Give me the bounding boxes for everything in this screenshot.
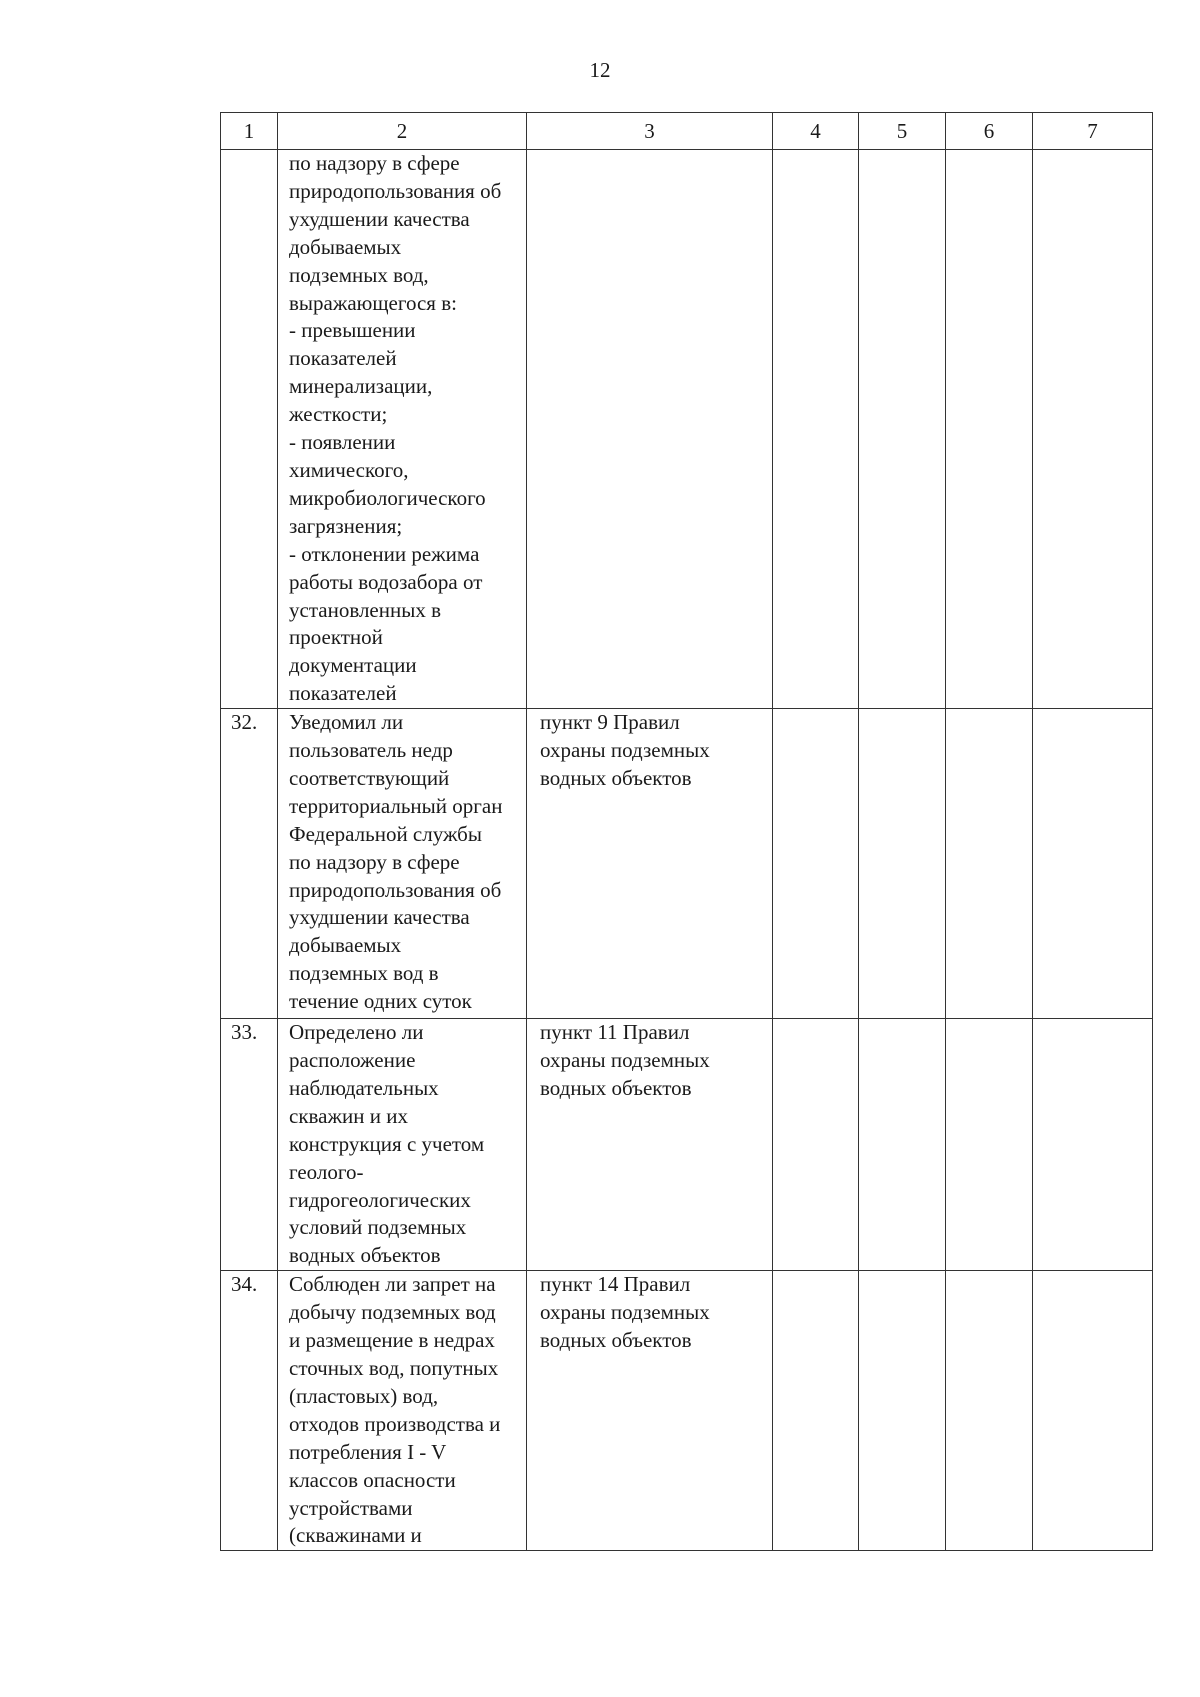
question-line: Определено ли [289,1020,424,1045]
question-line: (скважинами и [289,1523,422,1548]
question-line: территориальный орган [289,793,503,818]
reference-line: водных объектов [540,1328,692,1353]
empty-cell-col-5 [859,150,946,709]
question-line: (пластовых) вод, [289,1383,439,1408]
reference-line: охраны подземных [540,738,710,763]
column-header-1: 1 [221,113,278,150]
reference-line: водных объектов [540,1075,692,1100]
column-header-6: 6 [946,113,1033,150]
empty-cell-col-7 [1033,709,1153,1019]
reference-line: водных объектов [540,765,692,790]
question-line: сточных вод, попутных [289,1356,499,1380]
question-line: работы водозабора от [289,569,483,594]
question-cell [278,1019,527,1271]
empty-cell-col-4 [773,709,859,1019]
question-line: загрязнения; [289,513,403,538]
question-line: течение одних суток [289,989,472,1014]
reference-line: пункт 14 Правил [540,1272,691,1297]
question-line: водных объектов [289,1243,441,1268]
reference-line: пункт 9 Правил [540,710,680,735]
question-line: проектной [289,625,383,650]
table-row [221,709,1153,1019]
question-cell [278,709,527,1019]
column-header-2: 2 [278,113,527,150]
question-line: по надзору в сфере [289,151,460,175]
question-line: установленных в [289,597,442,622]
question-line: природопользования об [289,178,502,203]
checklist-table [220,112,1153,1551]
question-line: ухудшении качества [289,206,470,231]
question-line: Соблюден ли запрет на [289,1272,496,1297]
question-line: микробиологического [289,485,486,510]
empty-cell-col-4 [773,1019,859,1271]
question-line: показателей [289,681,397,706]
empty-cell-col-7 [1033,150,1153,709]
reference-line: охраны подземных [540,1300,710,1325]
column-header-7: 7 [1033,113,1153,150]
column-header-3: 3 [527,113,773,150]
row-number: 34. [221,1271,278,1551]
question-line: минерализации, [289,374,433,399]
question-line: природопользования об [289,877,502,902]
empty-cell-col-6 [946,1019,1033,1271]
empty-cell-col-5 [859,1271,946,1551]
question-line: - появлении [289,430,396,455]
question-line: жесткости; [289,402,388,427]
question-line: и размещение в недрах [289,1328,495,1353]
question-line: ухудшении качества [289,905,470,930]
empty-cell-col-4 [773,150,859,709]
question-line: условий подземных [289,1215,467,1240]
question-line: подземных вод, [289,262,429,287]
question-line: добычу подземных вод [289,1300,496,1325]
reference-cell [527,709,773,1019]
reference-line: пункт 11 Правил [540,1020,690,1045]
question-line: добываемых [289,933,402,958]
column-header-5: 5 [859,113,946,150]
question-line: подземных вод в [289,961,439,986]
question-line: выражающегося в: [289,290,457,315]
empty-cell-col-5 [859,1019,946,1271]
empty-cell-col-6 [946,1271,1033,1551]
question-line: Уведомил ли [289,710,404,735]
row-number: 33. [221,1019,278,1271]
empty-cell-col-7 [1033,1019,1153,1271]
question-cell [278,1271,527,1551]
question-line: гидрогеологических [289,1187,471,1212]
question-cell [278,150,527,709]
row-number [221,150,278,709]
empty-cell-col-6 [946,150,1033,709]
empty-cell-col-6 [946,709,1033,1019]
reference-cell [527,1271,773,1551]
table-row [221,1271,1153,1551]
reference-line: охраны подземных [540,1048,710,1073]
table-row [221,150,1153,709]
question-line: соответствующий [289,765,450,790]
question-line: - превышении [289,318,416,343]
empty-cell-col-5 [859,709,946,1019]
question-line: отходов производства и [289,1411,501,1436]
question-line: наблюдательных [289,1075,439,1100]
table-row [221,1019,1153,1271]
empty-cell-col-7 [1033,1271,1153,1551]
question-line: по надзору в сфере [289,849,460,874]
question-line: документации [289,653,417,678]
question-line: потребления I - V [289,1439,447,1464]
row-number: 32. [221,709,278,1019]
header-row [221,113,1153,150]
empty-cell-col-4 [773,1271,859,1551]
question-line: конструкция с учетом [289,1131,485,1156]
column-header-4: 4 [773,113,859,150]
question-line: показателей [289,346,397,371]
question-line: расположение [289,1048,416,1073]
reference-cell [527,1019,773,1271]
question-line: добываемых [289,234,402,259]
reference-cell [527,150,773,709]
page-number: 12 [589,58,611,82]
question-line: пользователь недр [289,738,453,763]
question-line: химического, [289,457,409,482]
question-line: - отклонении режима [289,541,480,566]
question-line: Федеральной службы [289,821,482,846]
question-line: устройствами [289,1495,413,1520]
question-line: скважин и их [289,1103,408,1128]
question-line: геолого- [289,1159,364,1184]
question-line: классов опасности [289,1467,456,1492]
